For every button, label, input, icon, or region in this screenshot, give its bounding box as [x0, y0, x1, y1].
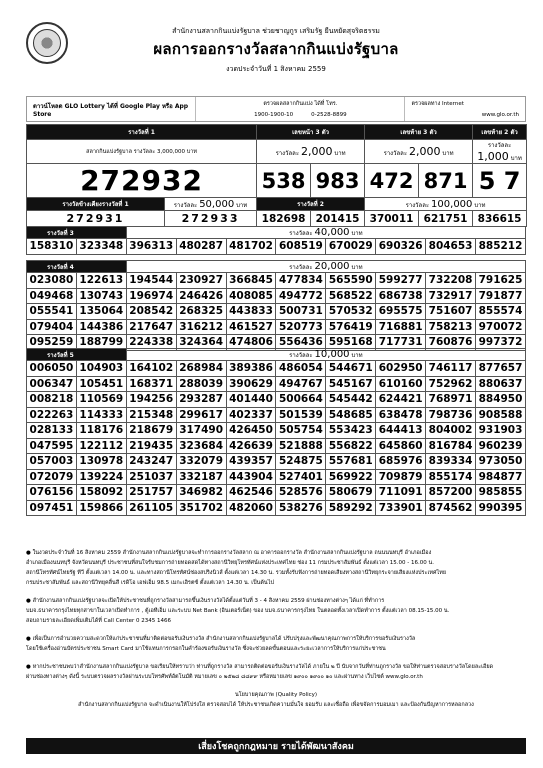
prize4-number: 130743 [76, 288, 126, 304]
prize5-number: 008218 [27, 392, 77, 408]
prize5-number: 006347 [27, 376, 77, 392]
prize4-number: 316212 [176, 319, 226, 335]
prize4-number: 324364 [176, 335, 226, 351]
prize4-number: 408085 [226, 288, 276, 304]
prize5-number: 118176 [76, 423, 126, 439]
prize4-number: 217647 [126, 319, 176, 335]
prize5-number: 346982 [176, 485, 226, 501]
prize5-number: 877657 [476, 361, 526, 377]
near1-number: 272933 [165, 211, 257, 227]
prize5-number: 462546 [226, 485, 276, 501]
prize5-number: 159866 [76, 500, 126, 516]
prize4-number: 443833 [226, 304, 276, 320]
prize3-number: 670029 [326, 239, 376, 255]
prize5-number: 105451 [76, 376, 126, 392]
prize2-label: รางวัลที่ 2 [257, 198, 365, 211]
note-smart-card: ● เพื่อเป็นการอำนวยความสะดวกให้แก่ประชาชนที่มาติดต่อขอรับเงินรางวัล สำนักงานสลากกินแบ่งรัฐบาลได้ ปรับปรุงและพัฒนาคุณภาพการให้บริการขอรับเงินรางวัล โดยใช้เครื่องอ่านบัตรประชาชน Smart Card มาใช้แทนการกรอกในคำร้องขอรับเงินรางวัล ซึ่งจะช่วยลดขั้นตอนและระยะเวลาการให้บริการแก่ประชาชน [26, 634, 526, 654]
front3-amount: รางวัลละ 2,000 บาท [257, 140, 365, 164]
prize5-number: 521888 [276, 438, 326, 454]
prize5-number: 072079 [27, 469, 77, 485]
prize5-number: 268984 [176, 361, 226, 377]
prize4-number: 500731 [276, 304, 326, 320]
app-download-note: ดาวน์โหลด GLO Lottery ได้ที่ Google Play หรือ App Store [27, 97, 196, 121]
prize3-number: 396313 [126, 239, 176, 255]
prize5-number: 076156 [27, 485, 77, 501]
prize5-number: 855174 [426, 469, 476, 485]
prize4-number: 570532 [326, 304, 376, 320]
prize3-number: 480287 [176, 239, 226, 255]
prize5-number: 332187 [176, 469, 226, 485]
prize4-number: 791625 [476, 273, 526, 289]
back3-amount: รางวัลละ 2,000 บาท [365, 140, 473, 164]
prize5-number: 798736 [426, 407, 476, 423]
prize5-number: 644413 [376, 423, 426, 439]
prize2-number: 370011 [365, 211, 419, 227]
top-prizes-table [26, 124, 527, 227]
prize5-number: 332079 [176, 454, 226, 470]
prize5-number: 486054 [276, 361, 326, 377]
prize5-number: 768971 [426, 392, 476, 408]
prize5-number: 580679 [326, 485, 376, 501]
prize5-number: 317490 [176, 423, 226, 439]
prize4-number: 049468 [27, 288, 77, 304]
prize5-number: 645860 [376, 438, 426, 454]
internet-label: ตรวจผลทาง Internet [411, 101, 464, 107]
prize5-number: 168371 [126, 376, 176, 392]
prize5-number: 538276 [276, 500, 326, 516]
prize5-number: 443904 [226, 469, 276, 485]
prize5-number: 880637 [476, 376, 526, 392]
prize4-number: 751607 [426, 304, 476, 320]
prize1-number: 272932 [27, 164, 257, 198]
prize4-number: 758213 [426, 319, 476, 335]
prize4-number: 520773 [276, 319, 326, 335]
near1-label: รางวัลข้างเคียงรางวัลที่ 1 [27, 198, 165, 211]
prize3-amount: รางวัลละ 40,000 บาท [126, 227, 525, 239]
prize5-number: 494767 [276, 376, 326, 392]
front3-label: เลขหน้า 3 ตัว [257, 125, 365, 140]
check-results-internet [405, 97, 525, 121]
prize4-number: 732917 [426, 288, 476, 304]
prize5-number: 351702 [176, 500, 226, 516]
prize5-number: 251757 [126, 485, 176, 501]
prize5-number: 602950 [376, 361, 426, 377]
prize4-number: 188799 [76, 335, 126, 351]
prize5-number: 709879 [376, 469, 426, 485]
prize5-number: 553423 [326, 423, 376, 439]
prize5-number: 057003 [27, 454, 77, 470]
prize4-table [26, 260, 526, 351]
website-link[interactable]: www.glo.or.th [481, 112, 519, 118]
prize5-number: 857200 [426, 485, 476, 501]
prize5-number: 985855 [476, 485, 526, 501]
prize5-number: 426450 [226, 423, 276, 439]
prize4-number: 686738 [376, 288, 426, 304]
prize5-number: 874562 [426, 500, 476, 516]
prize5-number: 733901 [376, 500, 426, 516]
prize4-number: 144386 [76, 319, 126, 335]
prize5-label: รางวัลที่ 5 [27, 349, 127, 361]
prize5-number: 401440 [226, 392, 276, 408]
prize5-number: 685976 [376, 454, 426, 470]
prize5-number: 501539 [276, 407, 326, 423]
prize5-number: 544671 [326, 361, 376, 377]
quality-policy-title: นโยบายคุณภาพ (Quality Policy) [234, 692, 318, 698]
note-check-prize: ● หากประชาชนพบว่าสำนักงานสลากกินแบ่งรัฐบาล ขอเรียนให้ทราบว่า ท่านที่ถูกรางวัล สามารถติดต่อขอรับเงินรางวัลได้ ภายใน ๒ ปี นับจากวันที่ท่านถูกรางวัล ขอให้ท่านตรวจสอบรางวัลโดยละเอียด ผ่านช่องทางต่างๆ ดังนี้ ระบบตรวจผลรางวัลผ่านระบบโทรศัพท์อัตโนมัติ หมายเลข ๐ ๒๕๒๘ ๘๘๙๙ หรือหมายเลข ๑๙๐๐ ๑๙๐๐ ๑๐ และผ่านทาง เว็บไซต์ www.glo.or.th [26, 662, 526, 682]
prize4-number: 855574 [476, 304, 526, 320]
back3-number: 472 [365, 164, 419, 198]
prize4-number: 196974 [126, 288, 176, 304]
prize5-number: 505754 [276, 423, 326, 439]
prize4-number: 208542 [126, 304, 176, 320]
prize3-label: รางวัลที่ 3 [27, 227, 127, 239]
prize4-number: 095259 [27, 335, 77, 351]
prize4-number: 791877 [476, 288, 526, 304]
prize5-number: 104903 [76, 361, 126, 377]
back2-amount: รางวัลละ 1,000 บาท [473, 140, 527, 164]
check-label: ตรวจผลสลากกินแบ่ง ได้ที่ โทร. [263, 101, 338, 107]
prize5-number: 251037 [126, 469, 176, 485]
prize4-number: 568522 [326, 288, 376, 304]
prize5-number: 097451 [27, 500, 77, 516]
prize1-amount: สลากกินแบ่งรัฐบาล รางวัลละ 3,000,000 บาท [27, 140, 257, 164]
prize5-number: 130978 [76, 454, 126, 470]
prize5-number: 960239 [476, 438, 526, 454]
prize4-number: 599277 [376, 273, 426, 289]
front3-number: 538 [257, 164, 311, 198]
prize4-number: 194544 [126, 273, 176, 289]
prize5-number: 990395 [476, 500, 526, 516]
prize5-number: 884950 [476, 392, 526, 408]
prize4-amount: รางวัลละ 20,000 บาท [126, 261, 525, 273]
back3-number: 871 [419, 164, 473, 198]
prize2-number: 201415 [311, 211, 365, 227]
prize4-label: รางวัลที่ 4 [27, 261, 127, 273]
prize5-number: 746117 [426, 361, 476, 377]
prize3-number: 690326 [376, 239, 426, 255]
prize4-number: 760876 [426, 335, 476, 351]
prize3-table [26, 226, 526, 255]
prize3-number: 481702 [226, 239, 276, 255]
prize2-number: 836615 [473, 211, 527, 227]
prize4-number: 717731 [376, 335, 426, 351]
prize4-number: 461527 [226, 319, 276, 335]
prize4-number: 556436 [276, 335, 326, 351]
prize5-number: 215348 [126, 407, 176, 423]
prize5-number: 638478 [376, 407, 426, 423]
prize5-number: 752962 [426, 376, 476, 392]
prize5-number: 122112 [76, 438, 126, 454]
prize5-number: 556822 [326, 438, 376, 454]
prize4-number: 122613 [76, 273, 126, 289]
prize3-number: 885212 [476, 239, 526, 255]
notes-section [26, 548, 526, 710]
prize5-number: 528576 [276, 485, 326, 501]
prize4-number: 970072 [476, 319, 526, 335]
prize5-number: 288039 [176, 376, 226, 392]
info-bar [26, 96, 526, 122]
prize4-number: 268325 [176, 304, 226, 320]
footer-slogan: เสี่ยงโชคถูกกฎหมาย รายได้พัฒนาสังคม [26, 738, 526, 754]
prize4-number: 079404 [27, 319, 77, 335]
prize5-number: 194256 [126, 392, 176, 408]
prize5-number: 426639 [226, 438, 276, 454]
prize5-number: 243247 [126, 454, 176, 470]
prize4-number: 366845 [226, 273, 276, 289]
prize4-number: 695575 [376, 304, 426, 320]
prize5-number: 545442 [326, 392, 376, 408]
prize3-number: 323348 [76, 239, 126, 255]
prize4-number: 246426 [176, 288, 226, 304]
prize5-number: 261105 [126, 500, 176, 516]
prize5-number: 973050 [476, 454, 526, 470]
back2-label: เลขท้าย 2 ตัว [473, 125, 527, 140]
note-broadcast: ● ในงวดประจำวันที่ 16 สิงหาคม 2559 สำนักงานสลากกินแบ่งรัฐบาลจะทำการออกรางวัลสลาก ณ อาคารออกรางวัล สำนักงานสลากกินแบ่งรัฐบาล ถนนนนทบุรี อำเภอเมือง อำเภอเมืองนนทบุรี จังหวัดนนทบุรี ประชาชนที่สนใจรับชมการถ่ายทอดสดได้ทางสถานีวิทยุโทรทัศน์แห่งประเทศไทย ช่อง 11 กรมประชาสัมพันธ์ ตั้งแต่เวลา 15.00 - 16.00 น. สถานีโทรทัศน์ไทยรัฐ ทีวี ตั้งแต่เวลา 14.00 น. และทางสถานีโทรทัศน์ช่องสปริงนิวส์ ตั้งแต่เวลา 14.30 น. รวมทั้งรับฟังการถ่ายทอดเสียงทางสถานีวิทยุกระจายเสียงแห่งประเทศไทย กรมประชาสัมพันธ์ และสถานีวิทยุคลื่นสี เรดิโอ เอฟเอ็ม 98.5 เมกะเฮิรตซ์ ตั้งแต่เวลา 14.30 น. เป็นต้นไป [26, 548, 526, 588]
prize4-number: 716881 [376, 319, 426, 335]
prize2-number: 621751 [419, 211, 473, 227]
prize4-number: 055541 [27, 304, 77, 320]
prize5-number: 439357 [226, 454, 276, 470]
prize5-number: 293287 [176, 392, 226, 408]
prize5-number: 569922 [326, 469, 376, 485]
prize5-number: 482060 [226, 500, 276, 516]
prize5-number: 028133 [27, 423, 77, 439]
back3-label: เลขท้าย 3 ตัว [365, 125, 473, 140]
prize5-number: 908588 [476, 407, 526, 423]
note-claim: ● สำนักงานสลากกินแบ่งรัฐบาลจะเปิดให้ประชาชนที่ถูกรางวัลสามารถขึ้นเงินรางวัลได้ตั้งแต่วันที่ 3 - 4 สิงหาคม 2559 ผ่านช่องทางต่างๆ ได้แก่ ที่ทำการ บมจ.ธนาคารกรุงไทยทุกสาขาในเวลาเปิดทำการ , ตู้เอทีเอ็ม และระบบ Net Bank (อินเตอร์เน็ต) ของ บมจ.ธนาคารกรุงไทย ในตลอดทั้งเวลาเปิดทำการ ตั้งแต่เวลา 08.15-15.00 น. สอบถามรายละเอียดเพิ่มเติมได้ที่ Call Center 0 2345 1466 [26, 596, 526, 626]
quality-policy-text: สำนักงานสลากกินแบ่งรัฐบาล จะดำเนินงานให้โปร่งใส ตรวจสอบได้ ให้ประชาชนเกิดความมั่นใจ ยอมรับ และเชื่อถือ เพื่อขจัดการมอมเมา และป้องกันปัญหาการหลอกลวง [78, 702, 474, 708]
prize4-number: 595168 [326, 335, 376, 351]
prize5-table [26, 348, 526, 516]
prize5-number: 527401 [276, 469, 326, 485]
prize5-number: 006050 [27, 361, 77, 377]
prize5-number: 557681 [326, 454, 376, 470]
near1-amount: รางวัลละ 50,000 บาท [165, 198, 257, 211]
prize4-number: 565590 [326, 273, 376, 289]
prize4-number: 023080 [27, 273, 77, 289]
prize2-amount: รางวัลละ 100,000 บาท [365, 198, 527, 211]
prize5-number: 158092 [76, 485, 126, 501]
prize1-label: รางวัลที่ 1 [27, 125, 257, 140]
prize4-number: 494772 [276, 288, 326, 304]
prize5-number: 047595 [27, 438, 77, 454]
prize5-number: 804002 [426, 423, 476, 439]
prize5-number: 545167 [326, 376, 376, 392]
prize5-number: 389386 [226, 361, 276, 377]
prize5-number: 624421 [376, 392, 426, 408]
prize4-number: 230927 [176, 273, 226, 289]
prize2-number: 182698 [257, 211, 311, 227]
organization-name: สำนักงานสลากกินแบ่งรัฐบาล ช่วยชาญกูร เสริมรัฐ ยืนหยัดสุจริตธรรม [172, 27, 380, 35]
page-title: ผลการออกรางวัลสลากกินแบ่งรัฐบาล [153, 40, 399, 58]
prize3-number: 158310 [27, 239, 77, 255]
prize5-number: 323684 [176, 438, 226, 454]
prize5-number: 022263 [27, 407, 77, 423]
prize5-number: 110569 [76, 392, 126, 408]
prize4-number: 997372 [476, 335, 526, 351]
prize5-amount: รางวัลละ 10,000 บาท [126, 349, 525, 361]
prize4-number: 576419 [326, 319, 376, 335]
prize4-number: 135064 [76, 304, 126, 320]
prize5-number: 390629 [226, 376, 276, 392]
prize5-number: 548685 [326, 407, 376, 423]
prize5-number: 524875 [276, 454, 326, 470]
front3-number: 983 [311, 164, 365, 198]
prize4-number: 732208 [426, 273, 476, 289]
prize4-number: 224338 [126, 335, 176, 351]
back2-number: 5 7 [473, 164, 527, 198]
prize5-number: 610160 [376, 376, 426, 392]
phone-2: 0-2528-8899 [311, 112, 347, 118]
prize5-number: 589292 [326, 500, 376, 516]
prize5-number: 114333 [76, 407, 126, 423]
prize3-number: 804653 [426, 239, 476, 255]
prize5-number: 218679 [126, 423, 176, 439]
prize5-number: 816784 [426, 438, 476, 454]
lottery-results-sheet [26, 22, 526, 752]
prize5-number: 839334 [426, 454, 476, 470]
prize5-number: 931903 [476, 423, 526, 439]
prize5-number: 139224 [76, 469, 126, 485]
prize5-number: 500664 [276, 392, 326, 408]
phone-1: 1900-1900-10 [254, 112, 294, 118]
prize4-number: 474806 [226, 335, 276, 351]
check-results-phone [196, 97, 405, 121]
prize5-number: 164102 [126, 361, 176, 377]
draw-date: งวดประจำวันที่ 1 สิงหาคม 2559 [226, 65, 326, 73]
prize3-number: 608519 [276, 239, 326, 255]
prize5-number: 219435 [126, 438, 176, 454]
prize5-number: 711091 [376, 485, 426, 501]
prize5-number: 402337 [226, 407, 276, 423]
prize5-number: 299617 [176, 407, 226, 423]
prize5-number: 984877 [476, 469, 526, 485]
header [26, 22, 526, 84]
near1-number: 272931 [27, 211, 165, 227]
prize4-number: 477834 [276, 273, 326, 289]
